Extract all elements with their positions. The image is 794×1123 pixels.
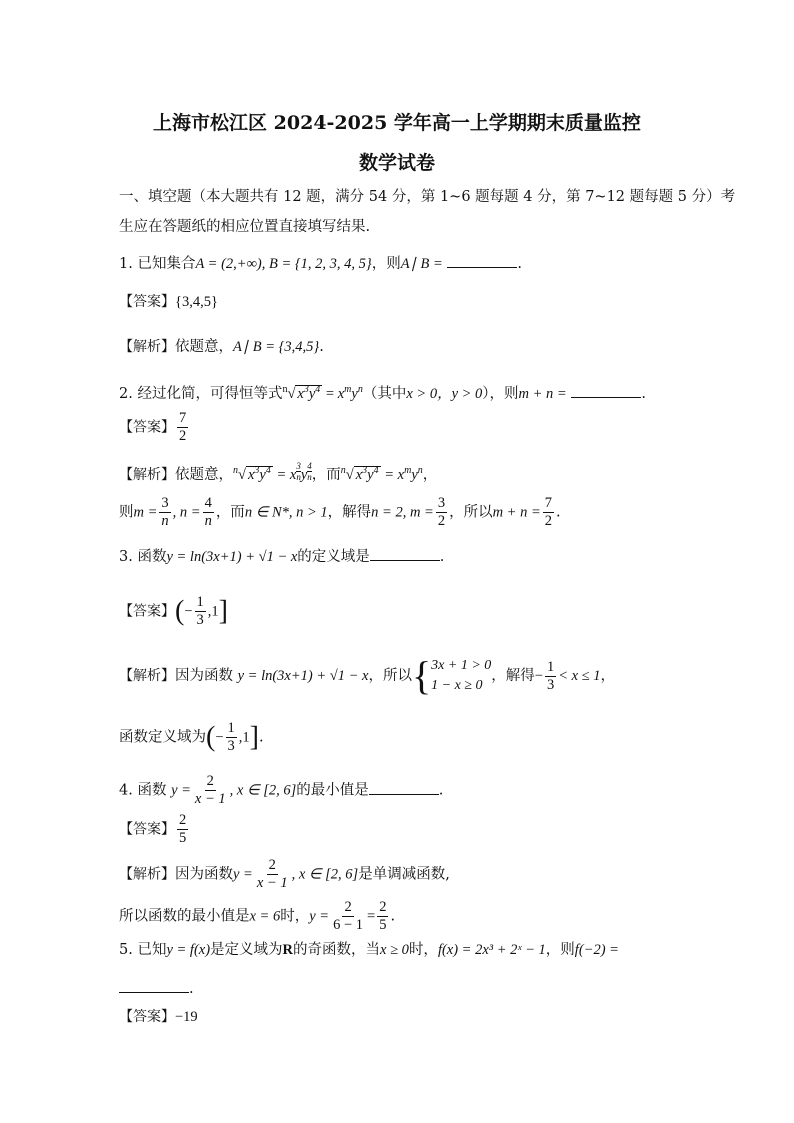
question-5-blank-line: .: [119, 978, 194, 999]
answer-2: [119, 410, 190, 445]
answer-blank[interactable]: [370, 546, 440, 561]
question-4: 4. 函数 y = $\frac{2}{x - 1}$ , x ∈ [2, 6]的最小值是 .: [119, 773, 444, 807]
analysis-4: 【解析】因为函数y = $\frac{2}{x - 1}$ , x ∈ [2, 6]是单调减函数,: [119, 857, 450, 891]
question-number: 4.: [119, 782, 133, 799]
analysis-label: 【解析】: [119, 467, 175, 483]
page-subtitle: 数学试卷: [358, 152, 435, 174]
answer-1: [119, 292, 218, 312]
analysis-3-continued: 函数定义域为(− $\frac{1}{3}$ ,1].: [119, 720, 264, 754]
question-1: 1. 已知集合A = (2,+∞), B = {1, 2, 3, 4, 5}，则A∣ B = .: [119, 253, 522, 274]
question-number: 3.: [119, 549, 133, 565]
analysis-1: 【解析】依题意，A∣ B = {3,4,5}.: [119, 339, 324, 355]
analysis-4-continued: 所以函数的最小值是x = 6时，y = $\frac{2}{6 - 1}$ = $\frac{2}{5}$ .: [119, 899, 396, 933]
answer-5: [119, 1007, 198, 1027]
radical-expression: $^n$√ $x^3y^4 = x^my^n$: [282, 384, 363, 402]
answer-blank[interactable]: [369, 780, 439, 795]
analysis-2-continued: 则m = $\frac{3}{n}$ , n = $\frac{4}{n}$ ，而n ∈ N*, n > 1，解得n = 2, m = $\frac{3}{2}$ ，所以m + n = $\frac{7}{2}$ .: [119, 495, 561, 529]
answer-label: 【答案】: [119, 821, 175, 838]
question-2: 2. 经过化简，可得恒等式$^n$√ $x^3y^4 = x^my^n$（其中x > 0，y > 0），则m + n = .: [119, 384, 646, 402]
analysis-label: 【解析】: [119, 866, 175, 883]
set-expression: A∣ B =: [400, 256, 443, 272]
analysis-2: 【解析】依题意，$^n$√ $x^3y^4 = x$ $\frac{3}{n}$ y $\frac{4}{n}$ ，而$^n$√ $x^3y^4 = x^my^n$，: [119, 461, 438, 483]
question-3: 3. 函数y = ln(3x+1) + √1 − x的定义域是 .: [119, 546, 444, 567]
section-instructions-line2: 生应在答题纸的相应位置直接填写结果.: [119, 219, 371, 235]
answer-blank[interactable]: [119, 978, 189, 993]
function-expression: y = ln(3x+1) + √1 − x: [166, 549, 298, 565]
answer-value: −19: [175, 1009, 198, 1025]
analysis-label: 【解析】: [119, 339, 175, 355]
answer-label: 【答案】: [119, 419, 175, 436]
section-instructions-line1: 一、填空题（本大题共有 12 题，满分 54 分，第 1~6 题每题 4 分，第 7~12 题每题 5 分）考: [119, 189, 736, 205]
analysis-3: 【解析】因为函数 y = ln(3x+1) + √1 − x，所以 { 3x + 1 > 0 1 − x ≥ 0 ，解得− $\frac{1}{3}$ < x ≤ 1，: [119, 653, 616, 698]
radical-expression: $^n$√ $x^3y^4 = x$ $\frac{3}{n}$ y $\frac{4}{n}$: [233, 461, 312, 483]
answer-label: 【答案】: [119, 603, 175, 620]
answer-fraction: $\frac{2}{5}$: [179, 812, 187, 846]
question-5: 5. 已知y = f(x)是定义域为R的奇函数，当x ≥ 0时，f(x) = 2x³ + 2ˣ − 1，则f(−2) =: [119, 942, 619, 958]
answer-value: {3,4,5}: [175, 294, 218, 310]
inequality-system: { 3x + 1 > 0 1 − x ≥ 0: [411, 653, 492, 698]
analysis-label: 【解析】: [119, 668, 175, 684]
analysis-expression: A∣ B = {3,4,5}: [233, 339, 320, 355]
answer-label: 【答案】: [119, 294, 175, 310]
answer-blank[interactable]: [571, 383, 641, 398]
answer-blank[interactable]: [447, 253, 517, 268]
answer-fraction: $\frac{7}{2}$: [179, 410, 187, 444]
set-definition: A = (2,+∞), B = {1, 2, 3, 4, 5}: [195, 256, 372, 272]
question-number: 2.: [119, 385, 133, 402]
answer-3: 【答案】(− $\frac{1}{3}$ ,1]: [119, 594, 228, 628]
answer-label: 【答案】: [119, 1009, 175, 1025]
answer-4: [119, 812, 190, 847]
question-number: 5.: [119, 942, 133, 958]
page-title: 上海市松江区 2024-2025 学年高一上学期期末质量监控: [153, 112, 641, 134]
question-number: 1.: [119, 256, 133, 272]
